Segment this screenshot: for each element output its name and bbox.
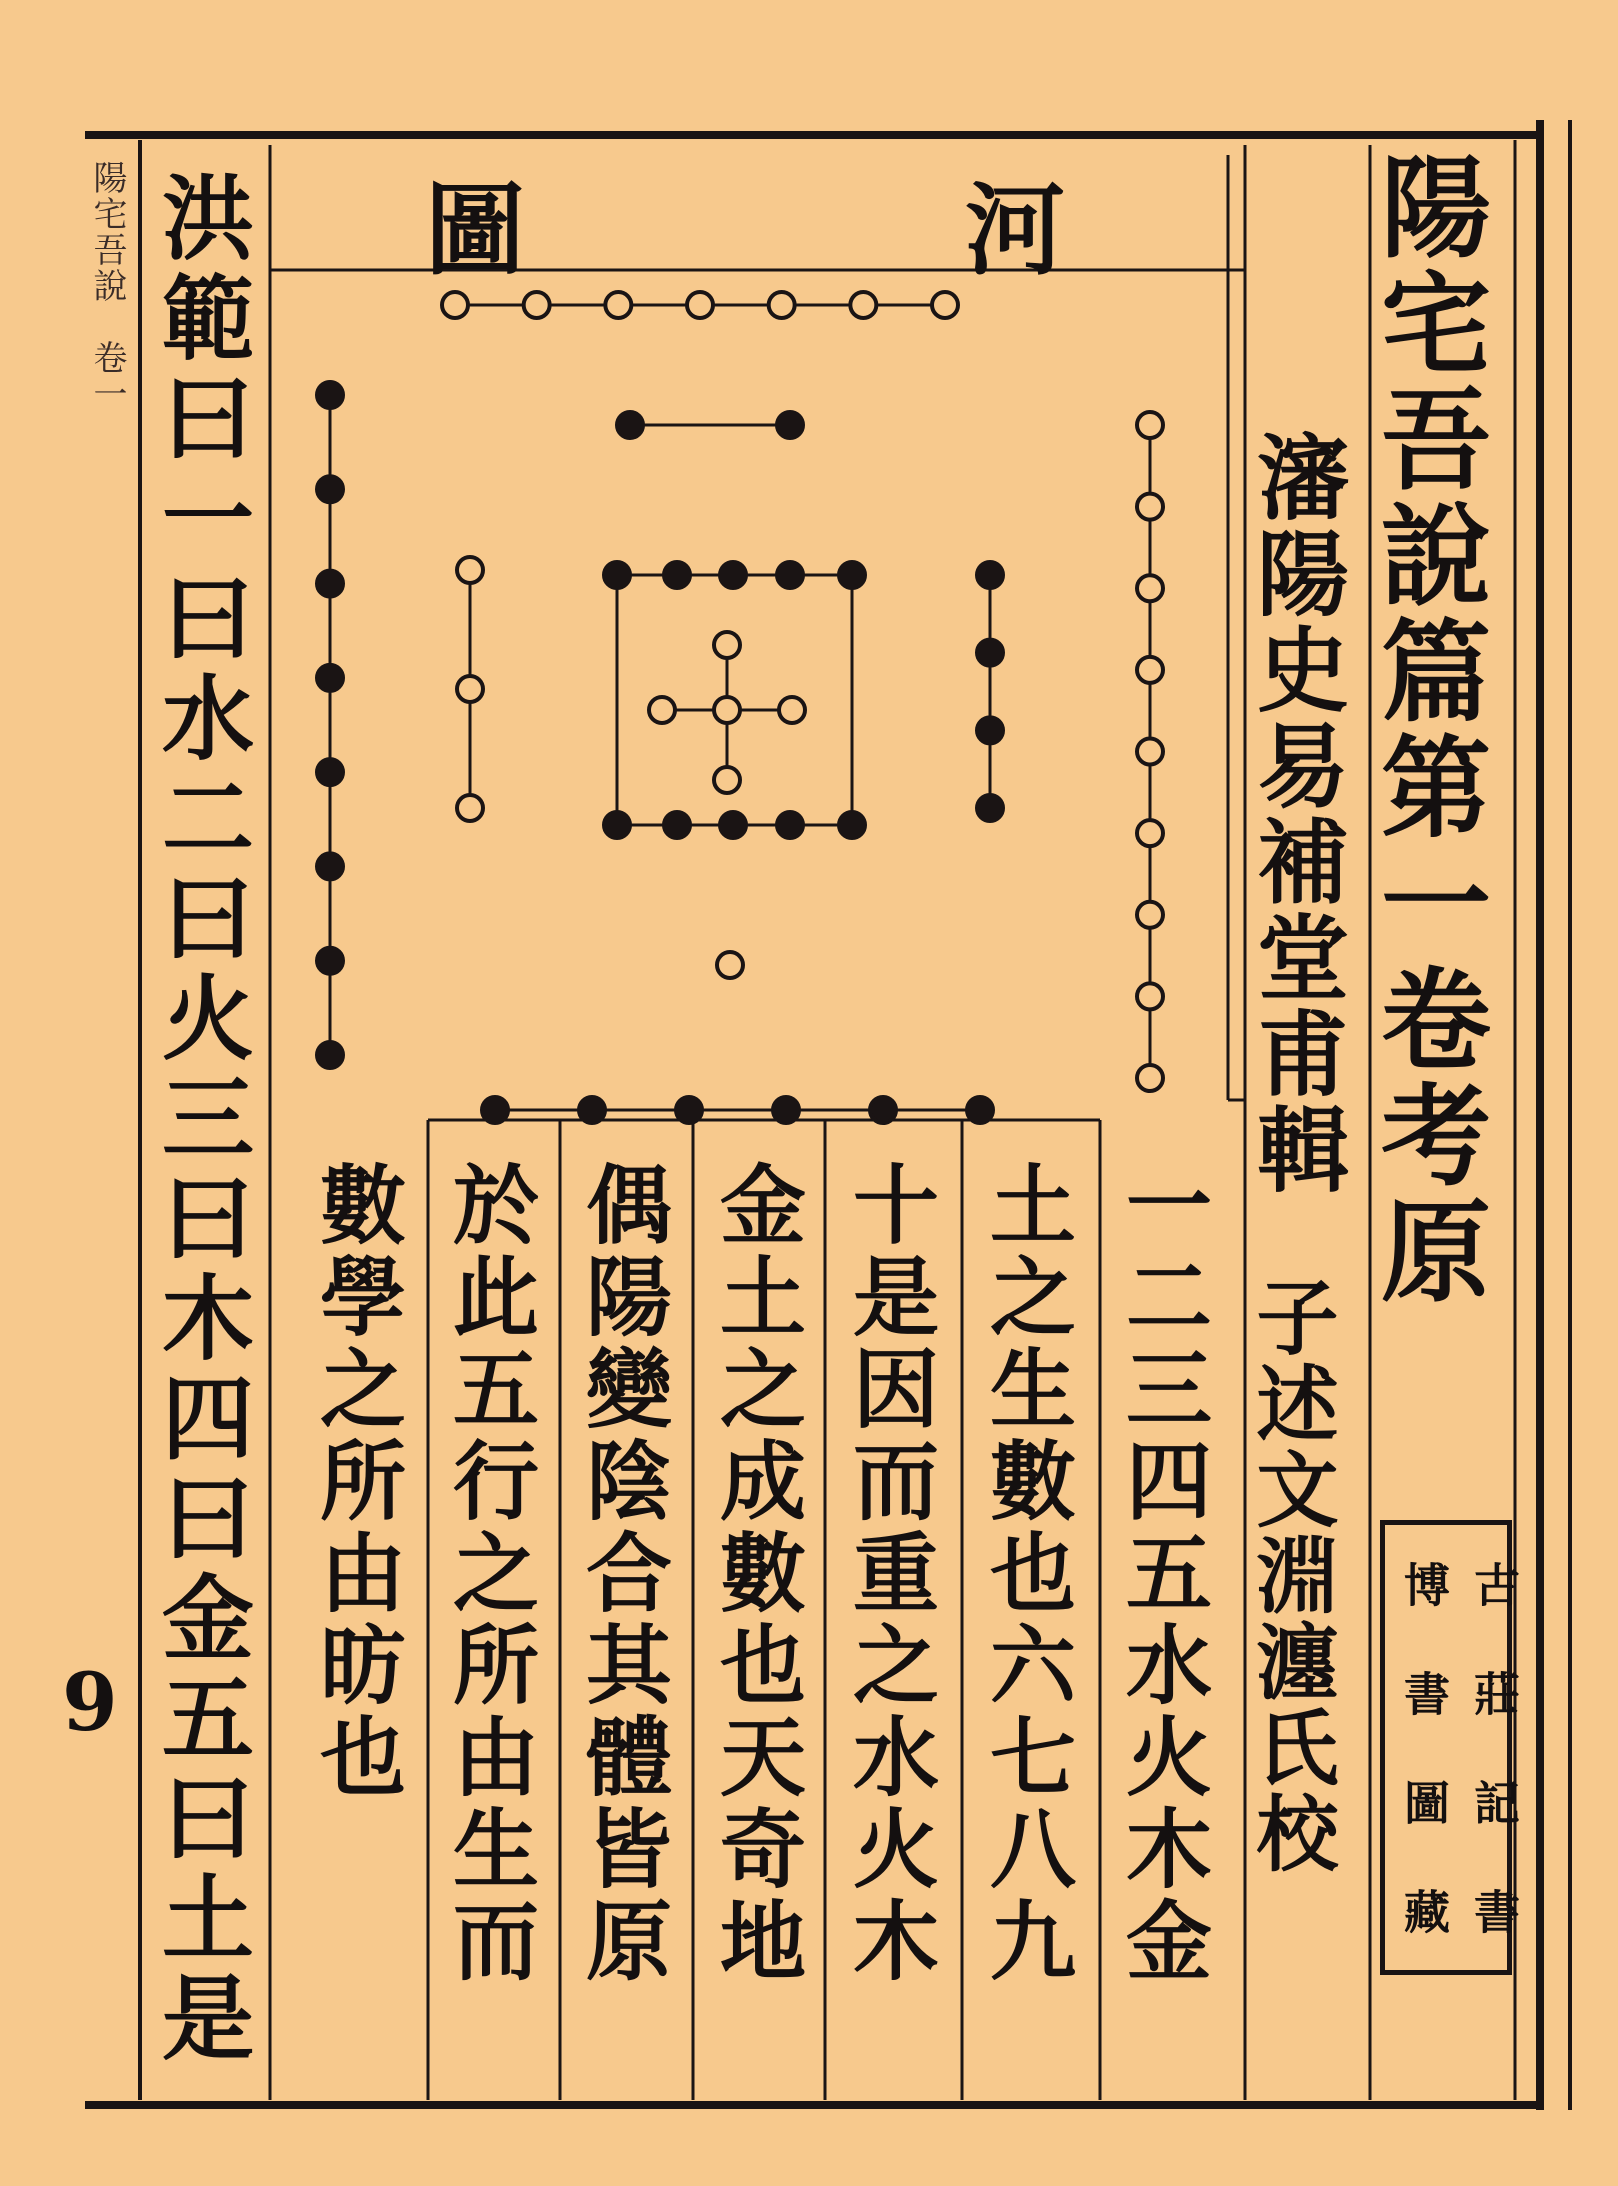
center-five-dot xyxy=(714,697,740,723)
left-three-dot xyxy=(457,557,483,583)
seal-char: 古 xyxy=(1467,1560,1521,1607)
bottom-six-dot xyxy=(773,1097,799,1123)
margin-note: 陽宅吾說 卷一 xyxy=(87,160,127,412)
center-ten-dot xyxy=(839,562,865,588)
upper-two-dot xyxy=(617,412,643,438)
right-nine-dot xyxy=(1137,902,1163,928)
top-seven-dot xyxy=(850,292,876,318)
center-ten-dot xyxy=(777,562,803,588)
right-four-dot xyxy=(977,717,1003,743)
right-nine-dot xyxy=(1137,1065,1163,1091)
left-eight-dot xyxy=(317,571,343,597)
bottom-six-dot xyxy=(967,1097,993,1123)
left-three-dot xyxy=(457,676,483,702)
top-seven-dot xyxy=(932,292,958,318)
center-ten-dot xyxy=(664,562,690,588)
left-eight-dot xyxy=(317,853,343,879)
center-ten-dot xyxy=(664,812,690,838)
bottom-six-dot xyxy=(870,1097,896,1123)
top-seven-dot xyxy=(605,292,631,318)
right-four-dot xyxy=(977,795,1003,821)
right-nine-dot xyxy=(1137,983,1163,1009)
center-ten-dot xyxy=(839,812,865,838)
diagram-title-tu: 圖 xyxy=(425,171,525,289)
center-ten-dot xyxy=(720,812,746,838)
right-nine-dot xyxy=(1137,575,1163,601)
body-column-1: 一二三四五水火木金 xyxy=(1111,1160,1212,1988)
right-four-dot xyxy=(977,640,1003,666)
editor-line: 子述文淵瀍氏校 xyxy=(1243,1275,1339,1877)
diagram-title-he: 河 xyxy=(965,171,1065,289)
left-eight-dot xyxy=(317,759,343,785)
seal-char: 藏 xyxy=(1397,1888,1451,1935)
body-column-5: 偶陽變陰合其體皆原 xyxy=(571,1160,672,1988)
left-eight-dot xyxy=(317,476,343,502)
top-seven-dot xyxy=(524,292,550,318)
upper-two-dot xyxy=(777,412,803,438)
author-line: 瀋陽史易補堂甫輯 xyxy=(1242,430,1350,1198)
seal-char: 圖 xyxy=(1397,1779,1451,1826)
body-column-4: 金土之成數也天奇地 xyxy=(705,1160,806,1988)
top-seven-dot xyxy=(769,292,795,318)
seal-char: 記 xyxy=(1467,1779,1521,1826)
left-three-dot xyxy=(457,795,483,821)
seal-char: 書 xyxy=(1397,1669,1451,1716)
left-eight-dot xyxy=(317,948,343,974)
top-seven-dot xyxy=(687,292,713,318)
center-five-dot xyxy=(779,697,805,723)
hetu-diagram xyxy=(317,292,1163,1123)
left-eight-dot xyxy=(317,382,343,408)
bottom-six-dot xyxy=(579,1097,605,1123)
bottom-six-dot xyxy=(676,1097,702,1123)
body-column-3: 十是因而重之水火木 xyxy=(838,1160,939,1988)
bottom-one-dot xyxy=(717,952,743,978)
bottom-six-dot xyxy=(482,1097,508,1123)
seal-char: 書 xyxy=(1467,1888,1521,1935)
right-nine-dot xyxy=(1137,412,1163,438)
right-four-dot xyxy=(977,562,1003,588)
right-nine-dot xyxy=(1137,739,1163,765)
seal-char: 博 xyxy=(1397,1560,1451,1607)
seal-char: 莊 xyxy=(1467,1669,1521,1716)
right-nine-dot xyxy=(1137,657,1163,683)
book-title: 陽宅吾說篇第一卷考原 xyxy=(1363,150,1492,1310)
body-column-7: 數學之所由昉也 xyxy=(305,1160,406,1804)
center-five-dot xyxy=(649,697,675,723)
collector-seal xyxy=(1380,1520,1521,1975)
left-eight-dot xyxy=(317,1042,343,1068)
center-ten-dot xyxy=(777,812,803,838)
center-ten-dot xyxy=(604,812,630,838)
right-nine-dot xyxy=(1137,494,1163,520)
center-ten-dot xyxy=(604,562,630,588)
right-nine-dot xyxy=(1137,820,1163,846)
center-five-dot xyxy=(714,767,740,793)
hongfan-column: 洪範曰一曰水二曰火三曰木四曰金五曰土是 xyxy=(147,170,255,2070)
leaf-number: 9 xyxy=(62,1655,118,1749)
body-column-2: 土之生數也六七八九 xyxy=(975,1160,1076,1988)
center-five-dot xyxy=(714,632,740,658)
center-ten-dot xyxy=(720,562,746,588)
left-eight-dot xyxy=(317,665,343,691)
body-column-6: 於此五行之所由生而 xyxy=(438,1160,539,1988)
top-seven-dot xyxy=(442,292,468,318)
